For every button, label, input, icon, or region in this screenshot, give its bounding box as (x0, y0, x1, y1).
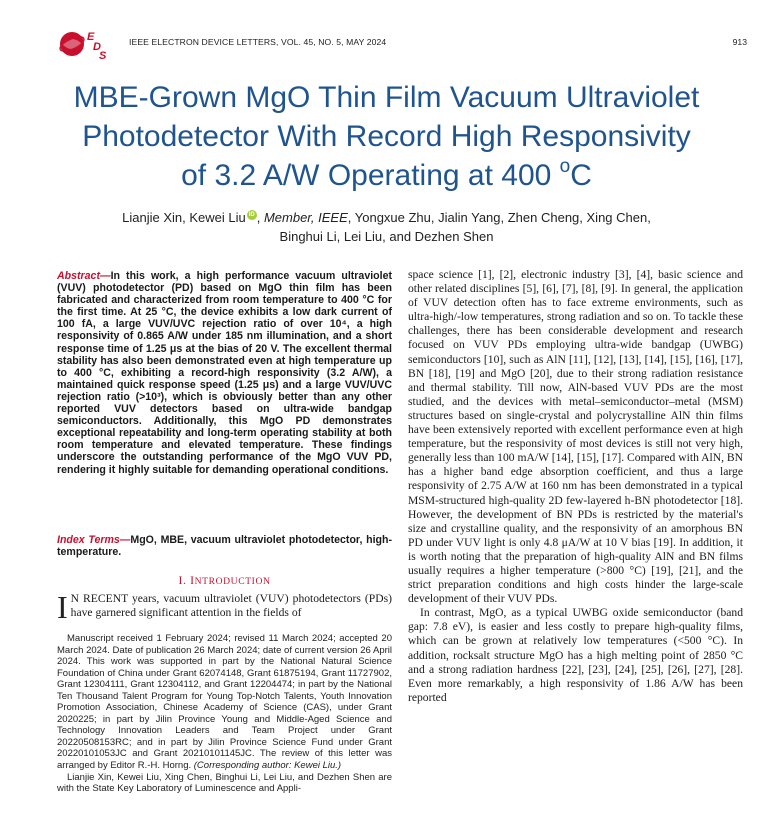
abstract: Abstract—In this work, a high performance vacuum ultraviolet (VUV) photodetector (PD) based on MgO thin film has been fabricated and characterized from room temperature to 400 °C for the first time. At 25 °C, the device exhibits a low dark current of 100 fA, a large VUV/UVC rejection ratio of over 10⁴, a high responsivity of 0.865 A/W under 185 nm illumination, and a short response time of 1.25 μs at the bias of 20 V. The excellent thermal stability has also been demonstrated even at high temperature up to 400 °C, exhibiting a record-high responsivity (3.2 A/W), a maintained quick response speed (1.25 μs) and a large VUV/UVC rejection ratio (>10³), which is obviously better than any other reported VUV detectors based on ultra-wide bandgap semiconductors. Additionally, this MgO PD demonstrates exceptional repeatability and long-term operating stability at both room temperature and elevated temperature. These findings underscore the outstanding performance of the MgO VUV PD, rendering it highly suitable for demanding operational conditions. (57, 270, 392, 476)
svg-text:E: E (87, 31, 95, 43)
right-column-body (408, 268, 743, 705)
abstract-label: Abstract (57, 270, 100, 282)
paper-title (30, 78, 743, 195)
intro-paragraph: I N RECENT years, vacuum ultraviolet (VUV) photodetectors (PDs) have garnered significant attention in the fields of (57, 589, 392, 625)
author-list: Lianjie Xin, Kewei Liu iD , Member, IEEE, Yongxue Zhu, Jialin Yang, Zhen Cheng, Xing Chen, Binghui Li, Lei Liu, and Dezhen Shen (122, 210, 651, 244)
index-terms: Index Terms—MgO, MBE, vacuum ultraviolet photodetector, high-temperature. (57, 534, 392, 559)
svg-text:S: S (99, 50, 107, 60)
title-line-2: Photodetector With Record High Responsivity (82, 120, 691, 153)
abstract-text: In this work, a high performance vacuum ultraviolet (VUV) photodetector (PD) based on MgO thin film has been fabricated and characterized from room temperature to 400 °C for the first time. At 25 °C, the device exhibits a low dark current of 100 fA, a large VUV/UVC rejection ratio of over 10⁴, a high responsivity of 0.865 A/W under 185 nm illumination, and a short response time of 1.25 μs at the bias of 20 V. The excellent thermal stability has also been demonstrated even at high temperature up to 400 °C, exhibiting a record-high responsivity (3.2 A/W), a maintained quick response speed (1.25 μs) and a large VUV/UVC rejection ratio (>10³), which is obviously better than any other reported VUV detectors based on ultra-wide bandgap semiconductors. Additionally, this MgO PD demonstrates exceptional repeatability and long-term operating stability at both room temperature and elevated temperature. These findings underscore the outstanding performance of the MgO VUV PD, rendering it highly suitable for demanding operational conditions. (57, 270, 392, 476)
svg-text:D: D (93, 41, 101, 53)
footnote-affiliation: Lianjie Xin, Kewei Liu, Xing Chen, Binghui Li, Lei Liu, and Dezhen Shen are with the State Key Laboratory of Luminescence and Appli- (57, 771, 392, 795)
running-head: IEEE ELECTRON DEVICE LETTERS, VOL. 45, NO. 5, MAY 2024 (129, 37, 387, 47)
index-terms-label: Index Terms (57, 534, 120, 546)
orcid-icon[interactable]: iD (248, 212, 255, 218)
index-terms-text: MgO, MBE, vacuum ultraviolet photodetector, high-temperature. (57, 534, 392, 559)
eds-logo (57, 26, 115, 60)
body-paragraph-1: space science [1], [2], electronic industry [3], [4], basic science and other related disciplines [5], [6], [7], [8], [9]. In general, the application of VUV detection often has to face extreme environments, such as ultra-high/-low temperatures, strong radiation and so on. To tackle these challenges, there has been considerable development and research focused on VUV PDs employing ultra-wide bandgap (UWBG) semiconductors [10], such as AlN [11], [12], [13], [14], [15], [16], [17], BN [18], [19] and MgO [20], due to their strong radiation resistance and thermal stability. Till now, AlN-based VUV PDs are the most studied, and the devices with metal–semiconductor–metal (MSM) structures based on single-crystal and polycrystalline AlN thin films have been extensively reported with excellent performance even at high temperature, but the responsivity of most devices is still not very high, generally less than 100 mA/W [14], [15], [17]. Compared with AlN, BN has a higher band edge absorption coefficient, and thus a large responsivity of 2.75 A/W at 160 nm has been demonstrated in a typical MSM-structured high-quality 2D few-layered h-BN photodetector [18]. However, the development of BN PDs is restricted by the material's size and crystalline quality, and the responsivity of an amorphous BN PD under VUV light is only 4.8 μA/W at 10 V bias [19]. In addition, it is worth noting that the preparation of high-quality AlN and BN films usually requires a higher temperature (>800 °C) [19], [21], and the strict preparation conditions and high costs hinder the large-scale development of their VUV PDs. (408, 268, 743, 606)
section-heading-introduction: I. INTRODUCTION (178, 573, 271, 587)
title-line-1: MBE-Grown MgO Thin Film Vacuum Ultraviolet (73, 81, 700, 114)
title-line-3: of 3.2 A/W Operating at 400 $^o$C (181, 156, 592, 192)
footnote (57, 633, 392, 795)
page-header (57, 26, 747, 60)
footnote-manuscript: Manuscript received 1 February 2024; revised 11 March 2024; accepted 20 March 2024. Date of publication 26 March 2024; date of current version 26 April 2024. This work was supported in part by the National Natural Science Foundation of China under Grant 62074148, Grant 61875194, Grant 11727902, Grant 12304111, Grant 12304112, and Grant 12204474; in part by the National Ten Thousand Talent Program for Young Top-Notch Talents, Youth Innovation Promotion Association, Chinese Academy of Science (CAS), under Grant 2020225; in part by Jilin Province Young and Middle-Aged Science and Technology Innovation Leaders and Team Project under Grant 20220508153RC; and in part by Jilin Province Science Fund under Grant 20220101053JC and Grant 20210101145JC. The review of this letter was arranged by Editor R.-H. Horng. (Corresponding author: Kewei Liu.) (57, 633, 392, 772)
drop-cap: I (57, 589, 68, 625)
page-number: 913 (732, 37, 747, 47)
body-paragraph-2: In contrast, MgO, as a typical UWBG oxide semiconductor (band gap: 7.8 eV), is easier and less costly to prepare high-quality films, which can be grown at relatively low temperatures (<500 °C). In addition, rocksalt structure MgO has a high melting point of 2850 °C and a strong radiation hardness [22], [23], [24], [25], [26], [27], [28]. Even more remarkably, a high responsivity of 1.86 A/W has been reported (408, 606, 743, 704)
